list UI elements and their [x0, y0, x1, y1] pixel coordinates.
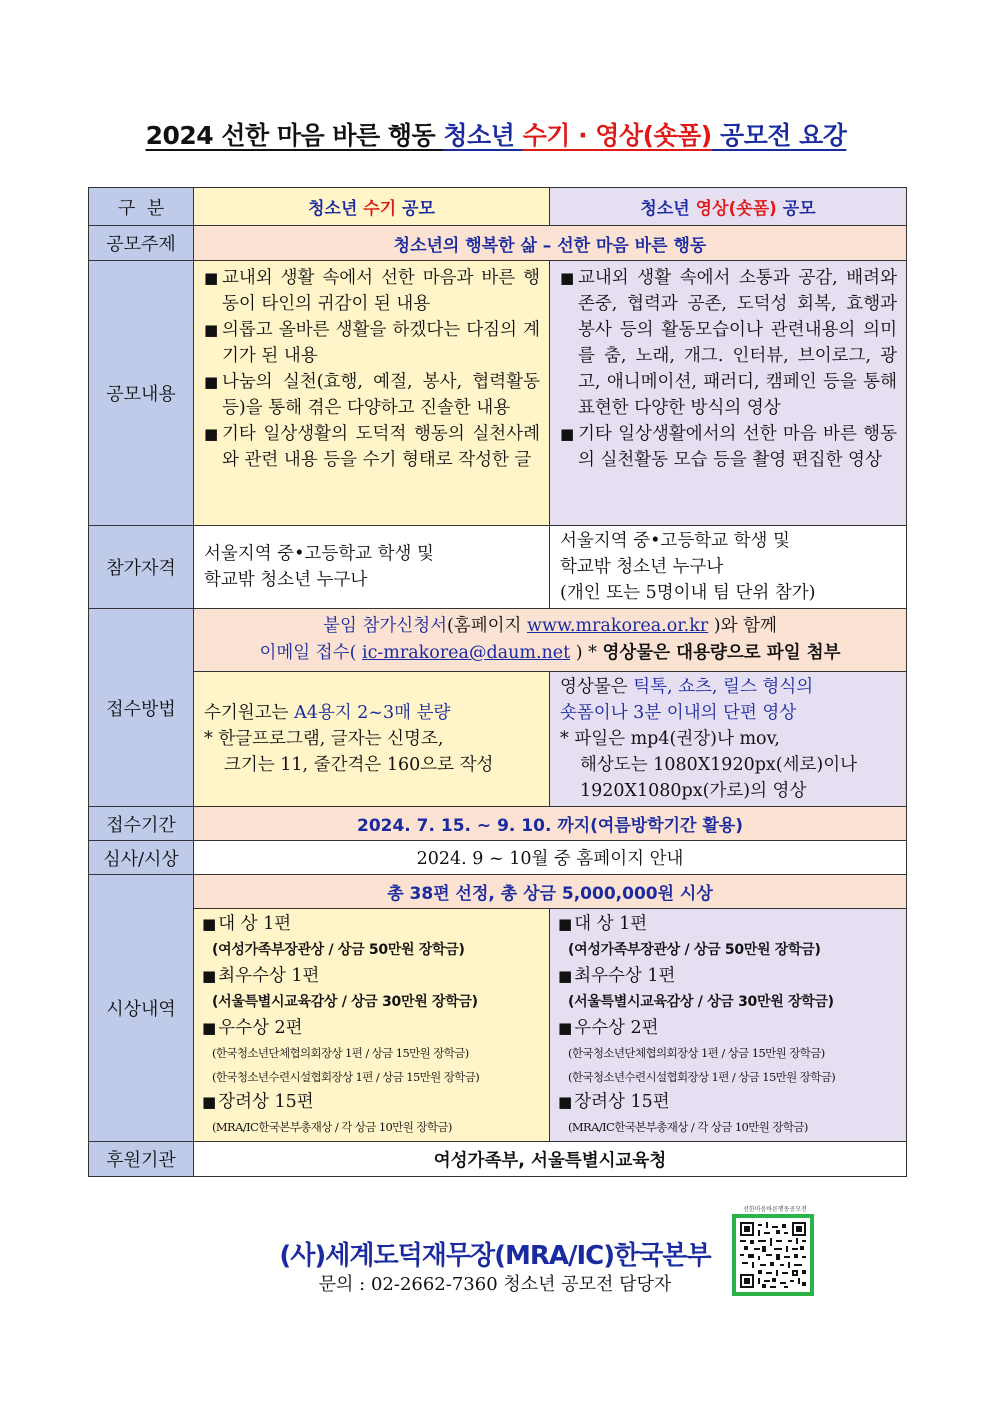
award-merit: ■ 우수상 2편	[202, 1015, 541, 1041]
header-video-prefix: 청소년	[640, 199, 696, 219]
video-format-e: 해상도는 1080X1920px(세로)이나	[580, 755, 858, 775]
essay-item: ■ 기타 일상생활의 도덕적 행동의 실천사례와 관련 내용 등을 수기 형태로 작성한 글	[204, 421, 540, 473]
award-encourage-sub: (MRA/IC한국본부총재상 / 각 상금 10만원 장학금)	[568, 1120, 808, 1134]
page-title	[0, 116, 992, 152]
title-part1: 2024 선한 마음 바른 행동	[145, 121, 444, 150]
submission-email-open: (	[349, 643, 362, 663]
award-merit-sub2: (한국청소년수련시설협회장상 1편 / 상금 15만원 장학금)	[568, 1070, 836, 1084]
submission-homepage-text: (홈페이지	[447, 616, 528, 636]
qr-caption: 선한마음바른행동공모전	[743, 1206, 807, 1213]
award-excellence-sub: (서울특별시교육감상 / 상금 30만원 장학금)	[212, 994, 478, 1010]
essay-format-a: 수기원고는	[204, 703, 295, 723]
submission-essay	[194, 672, 550, 807]
header-essay-em: 수기	[363, 199, 397, 219]
essay-format-d: 크기는 11, 줄간격은 160으로 작성	[224, 755, 494, 775]
award-merit-sub1: (한국청소년단체협의회장상 1편 / 상금 15만원 장학금)	[568, 1046, 825, 1060]
submission-form: 붙임 참가신청서	[323, 616, 448, 636]
award-encourage: ■ 장려상 15편	[558, 1089, 898, 1115]
title-part3: 수기 · 영상(숏폼)	[522, 121, 712, 150]
sponsor-value: 여성가족부, 서울특별시교육청	[194, 1142, 907, 1177]
theme-row	[89, 226, 907, 261]
submission-email-label: 이메일 접수	[259, 643, 350, 663]
organization-name: (사)세계도덕재무장(MRA/IC)한국본부	[279, 1241, 711, 1271]
submission-with: )와 함께	[708, 616, 777, 636]
contest-table	[88, 187, 907, 1177]
essay-item: ■ 나눔의 실천(효행, 예절, 봉사, 협력활동 등)을 통해 겪은 다양하고 진솔한 내용	[204, 369, 540, 421]
eligibility-video-line: 학교밖 청소년 누구나	[560, 557, 724, 577]
essay-item: ■ 교내외 생활 속에서 선한 마음과 바른 행동이 타인의 귀감이 된 내용	[204, 265, 540, 317]
content-essay	[194, 261, 550, 526]
submission-common	[194, 609, 907, 672]
awards-summary: 총 38편 선정, 총 상금 5,000,000원 시상	[194, 875, 907, 909]
theme-value: 청소년의 행복한 삶 – 선한 마음 바른 행동	[194, 226, 907, 261]
period-label: 접수기간	[89, 807, 194, 841]
submission-row-bottom	[89, 672, 907, 807]
awards-video	[550, 909, 907, 1142]
submission-label: 접수방법	[89, 609, 194, 807]
sponsor-row	[89, 1142, 907, 1177]
video-format-d: * 파일은 mp4(권장)나 mov,	[560, 729, 780, 749]
award-merit-sub1: (한국청소년단체협의회장상 1편 / 상금 15만원 장학금)	[212, 1046, 469, 1060]
submission-note: 영상물은 대용량으로 파일 첨부	[602, 643, 841, 663]
award-grand: ■ 대 상 1편	[558, 911, 898, 937]
eligibility-video-line: (개인 또는 5명이내 팀 단위 참가)	[560, 583, 816, 603]
submission-video	[550, 672, 907, 807]
award-excellence: ■ 최우수상 1편	[202, 963, 541, 989]
award-merit-sub2: (한국청소년수련시설협회장상 1편 / 상금 15만원 장학금)	[212, 1070, 480, 1084]
video-format-b: 틱톡, 쇼츠, 릴스 형식의	[633, 677, 814, 697]
content-label: 공모내용	[89, 261, 194, 526]
review-value: 2024. 9 ~ 10월 중 홈페이지 안내	[194, 841, 907, 875]
essay-format-c: * 한글프로그램, 글자는 신명조,	[204, 729, 444, 749]
review-label: 심사/시상	[89, 841, 194, 875]
period-row	[89, 807, 907, 841]
content-row	[89, 261, 907, 526]
video-format-f: 1920X1080px(가로)의 영상	[580, 781, 807, 801]
essay-format-b: A4용지 2~3매 분량	[294, 703, 451, 723]
homepage-link[interactable]: www.mrakorea.or.kr	[527, 616, 709, 636]
award-merit: ■ 우수상 2편	[558, 1015, 898, 1041]
theme-label: 공모주제	[89, 226, 194, 261]
video-format-c: 숏폼이나 3분 이내의 단편 영상	[560, 703, 797, 723]
email-link[interactable]: ic-mrakorea@daum.net	[361, 643, 571, 663]
header-row	[89, 188, 907, 226]
review-row	[89, 841, 907, 875]
eligibility-essay-line: 서울지역 중•고등학교 학생 및	[204, 544, 434, 564]
essay-item: ■ 의롭고 올바른 생활을 하겠다는 다짐의 계기가 된 내용	[204, 317, 540, 369]
header-essay-prefix: 청소년	[308, 199, 364, 219]
contact-info: 문의 : 02-2662-7360 청소년 공모전 담당자	[318, 1274, 672, 1295]
submission-email-close: ) *	[570, 643, 603, 663]
qr-code-icon[interactable]	[732, 1214, 814, 1296]
eligibility-label: 참가자격	[89, 526, 194, 609]
award-excellence: ■ 최우수상 1편	[558, 963, 898, 989]
qr-pattern	[740, 1222, 806, 1288]
awards-summary-row	[89, 875, 907, 909]
period-value: 2024. 7. 15. ~ 9. 10. 까지(여름방학기간 활용)	[194, 807, 907, 841]
award-grand-sub: (여성가족부장관상 / 상금 50만원 장학금)	[568, 942, 821, 958]
awards-detail-row	[89, 909, 907, 1142]
video-item: ■ 교내외 생활 속에서 소통과 공감, 배려와 존중, 협력과 공존, 도덕성 회복, 효행과 봉사 등의 활동모습이나 관련내용의 의미를 춤, 노래, 개그. 인터뷰, 브이로그, 광고, 애니메이션, 패러디, 캠페인 등을 통해 표현한 다양한 방식의 영상	[560, 265, 897, 421]
awards-label: 시상내역	[89, 875, 194, 1142]
header-video-suffix: 공모	[776, 199, 816, 219]
header-label: 구 분	[89, 188, 194, 226]
award-excellence-sub: (서울특별시교육감상 / 상금 30만원 장학금)	[568, 994, 834, 1010]
eligibility-video-line: 서울지역 중•고등학교 학생 및	[560, 531, 790, 551]
sponsor-label: 후원기관	[89, 1142, 194, 1177]
header-essay-suffix: 공모	[396, 199, 435, 219]
header-essay	[194, 188, 550, 226]
award-encourage: ■ 장려상 15편	[202, 1089, 541, 1115]
award-encourage-sub: (MRA/IC한국본부총재상 / 각 상금 10만원 장학금)	[212, 1120, 452, 1134]
video-item: ■ 기타 일상생활에서의 선한 마음 바른 행동의 실천활동 모습 등을 촬영 편집한 영상	[560, 421, 897, 473]
title-part4: 공모전 요강	[711, 121, 847, 150]
awards-essay	[194, 909, 550, 1142]
content-video	[550, 261, 907, 526]
award-grand: ■ 대 상 1편	[202, 911, 541, 937]
title-part2: 청소년	[443, 121, 523, 150]
eligibility-essay	[194, 526, 550, 609]
header-video	[550, 188, 907, 226]
eligibility-row	[89, 526, 907, 609]
header-video-em: 영상(숏폼)	[695, 199, 777, 219]
eligibility-essay-line: 학교밖 청소년 누구나	[204, 570, 368, 590]
submission-row-top	[89, 609, 907, 672]
eligibility-video	[550, 526, 907, 609]
award-grand-sub: (여성가족부장관상 / 상금 50만원 장학금)	[212, 942, 465, 958]
video-format-a: 영상물은	[560, 677, 634, 697]
